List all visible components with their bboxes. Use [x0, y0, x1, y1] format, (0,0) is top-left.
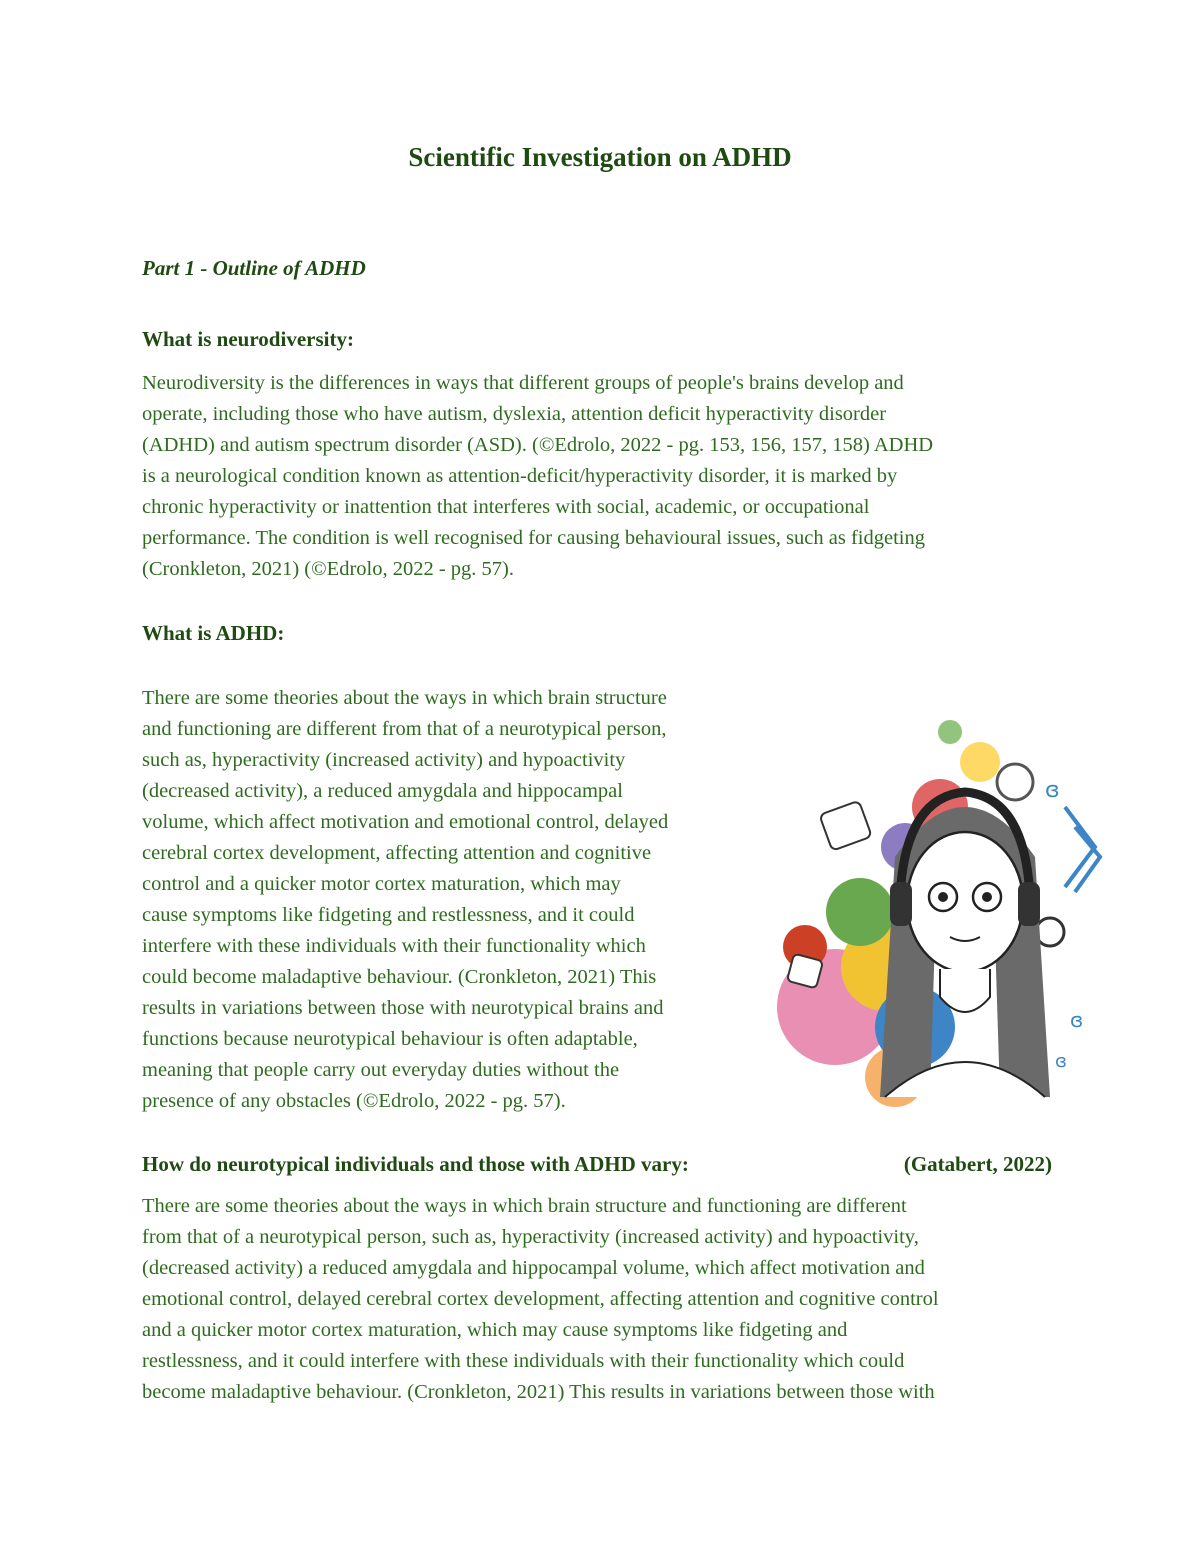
section-heading-row: [142, 1152, 1052, 1184]
text-line: Neurodiversity is the differences in ways that different groups of people's brains develop and: [142, 372, 904, 394]
text-line: There are some theories about the ways in which brain structure: [142, 687, 667, 709]
text-line: is a neurological condition known as attention-deficit/hyperactivity disorder, it is marked by: [142, 465, 898, 487]
paragraph-vary: [142, 1191, 939, 1408]
text-line: become maladaptive behaviour. (Cronkleton, 2021) This results in variations between those with: [142, 1381, 935, 1403]
text-line: could become maladaptive behaviour. (Cronkleton, 2021) This: [142, 966, 657, 988]
text-line: functions because neurotypical behaviour is often adaptable,: [142, 1028, 638, 1050]
text-line: performance. The condition is well recognised for causing behavioural issues, such as fidgeting: [142, 527, 925, 549]
text-line: from that of a neurotypical person, such as, hyperactivity (increased activity) and hypoactivity,: [142, 1226, 919, 1248]
svg-text:ɞ: ɞ: [1055, 1051, 1067, 1072]
text-line: cerebral cortex development, affecting attention and cognitive: [142, 842, 652, 864]
text-line: meaning that people carry out everyday duties without the: [142, 1059, 620, 1081]
svg-text:ɞ: ɞ: [1045, 778, 1060, 803]
adhd-illustration: [765, 697, 1145, 1125]
heading-citation: (Gatabert, 2022): [903, 1152, 1052, 1176]
text-line: and functioning are different from that of a neurotypical person,: [142, 718, 667, 740]
section-heading-adhd: What is ADHD:: [142, 621, 285, 645]
text-line: results in variations between those with neurotypical brains and: [142, 997, 664, 1019]
text-line: (decreased activity) a reduced amygdala and hippocampal volume, which affect motivation and: [142, 1257, 925, 1279]
paragraph-adhd: [142, 683, 668, 1117]
text-line: volume, which affect motivation and emotional control, delayed: [142, 811, 669, 833]
text-line: restlessness, and it could interfere with these individuals with their functionality which could: [142, 1350, 905, 1372]
text-line: (Cronkleton, 2021) (©Edrolo, 2022 - pg. 57).: [142, 558, 514, 580]
text-line: cause symptoms like fidgeting and restlessness, and it could: [142, 904, 635, 926]
text-line: chronic hyperactivity or inattention that interferes with social, academic, or occupational: [142, 496, 870, 518]
text-line: and a quicker motor cortex maturation, which may cause symptoms like fidgeting and: [142, 1319, 848, 1341]
svg-text:ɞ: ɞ: [1070, 1008, 1084, 1032]
paragraph-neurodiversity: [142, 368, 933, 585]
text-line: emotional control, delayed cerebral cortex development, affecting attention and cognitive control: [142, 1288, 939, 1310]
page-title: Scientific Investigation on ADHD: [408, 142, 792, 172]
text-line: (ADHD) and autism spectrum disorder (ASD). (©Edrolo, 2022 - pg. 153, 156, 157, 158) ADHD: [142, 434, 934, 456]
text-line: presence of any obstacles (©Edrolo, 2022 - pg. 57).: [142, 1090, 566, 1112]
text-line: (decreased activity), a reduced amygdala and hippocampal: [142, 780, 623, 802]
section-heading-neurodiversity: What is neurodiversity:: [142, 327, 354, 351]
text-line: There are some theories about the ways in which brain structure and functioning are different: [142, 1195, 907, 1217]
part-heading: Part 1 - Outline of ADHD: [142, 256, 366, 280]
text-line: control and a quicker motor cortex maturation, which may: [142, 873, 621, 895]
text-line: such as, hyperactivity (increased activity) and hypoactivity: [142, 749, 626, 771]
text-line: interfere with these individuals with their functionality which: [142, 935, 646, 957]
section-heading-vary: How do neurotypical individuals and those with ADHD vary:: [142, 1152, 689, 1176]
text-line: operate, including those who have autism, dyslexia, attention deficit hyperactivity disorder: [142, 403, 887, 425]
